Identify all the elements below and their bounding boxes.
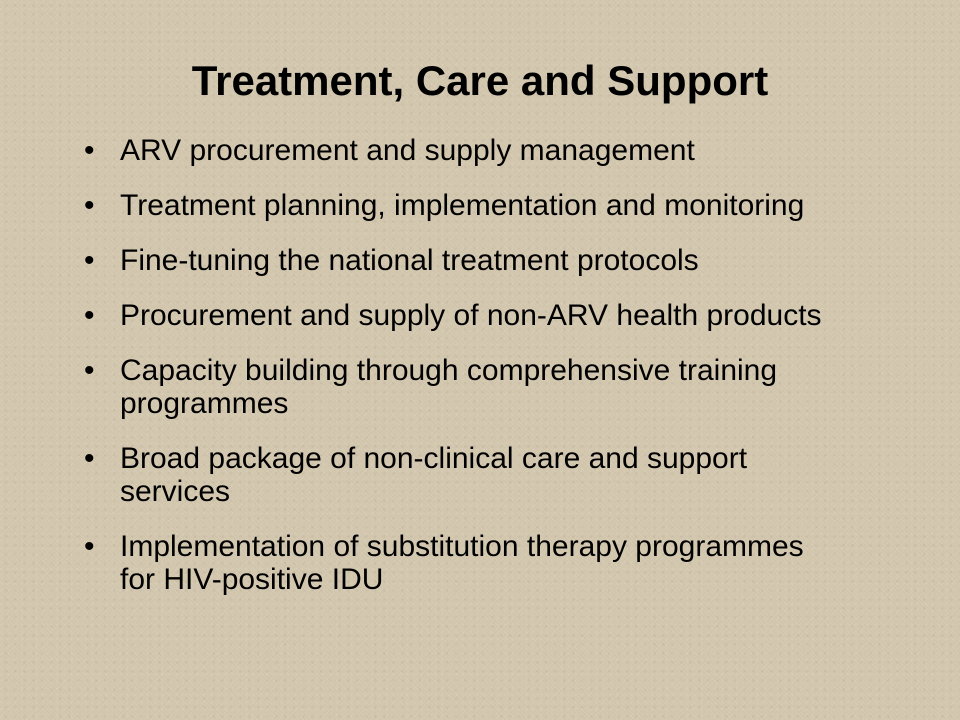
bullet-list <box>80 134 840 618</box>
bullet-icon: • <box>84 134 95 167</box>
bullet-icon: • <box>84 189 95 222</box>
list-item <box>80 354 840 420</box>
list-item-text: Implementation of substitution therapy programmes for HIV-positive IDU <box>120 530 804 596</box>
list-item <box>80 244 840 277</box>
bullet-icon: • <box>84 354 95 387</box>
list-item-text: Fine-tuning the national treatment protocols <box>120 244 699 277</box>
list-item-text: Broad package of non-clinical care and support services <box>120 442 748 508</box>
bullet-icon: • <box>84 530 95 563</box>
list-item-text: ARV procurement and supply management <box>120 134 695 167</box>
slide-title: Treatment, Care and Support <box>191 57 769 104</box>
list-item-text: Capacity building through comprehensive training programmes <box>120 354 778 420</box>
list-item-text: Treatment planning, implementation and monitoring <box>120 189 805 222</box>
list-item <box>80 299 840 332</box>
bullet-icon: • <box>84 442 95 475</box>
list-item <box>80 442 840 508</box>
list-item <box>80 134 840 167</box>
bullet-icon: • <box>84 299 95 332</box>
list-item <box>80 530 840 596</box>
bullet-icon: • <box>84 244 95 277</box>
list-item-text: Procurement and supply of non-ARV health products <box>120 299 822 332</box>
list-item <box>80 189 840 222</box>
